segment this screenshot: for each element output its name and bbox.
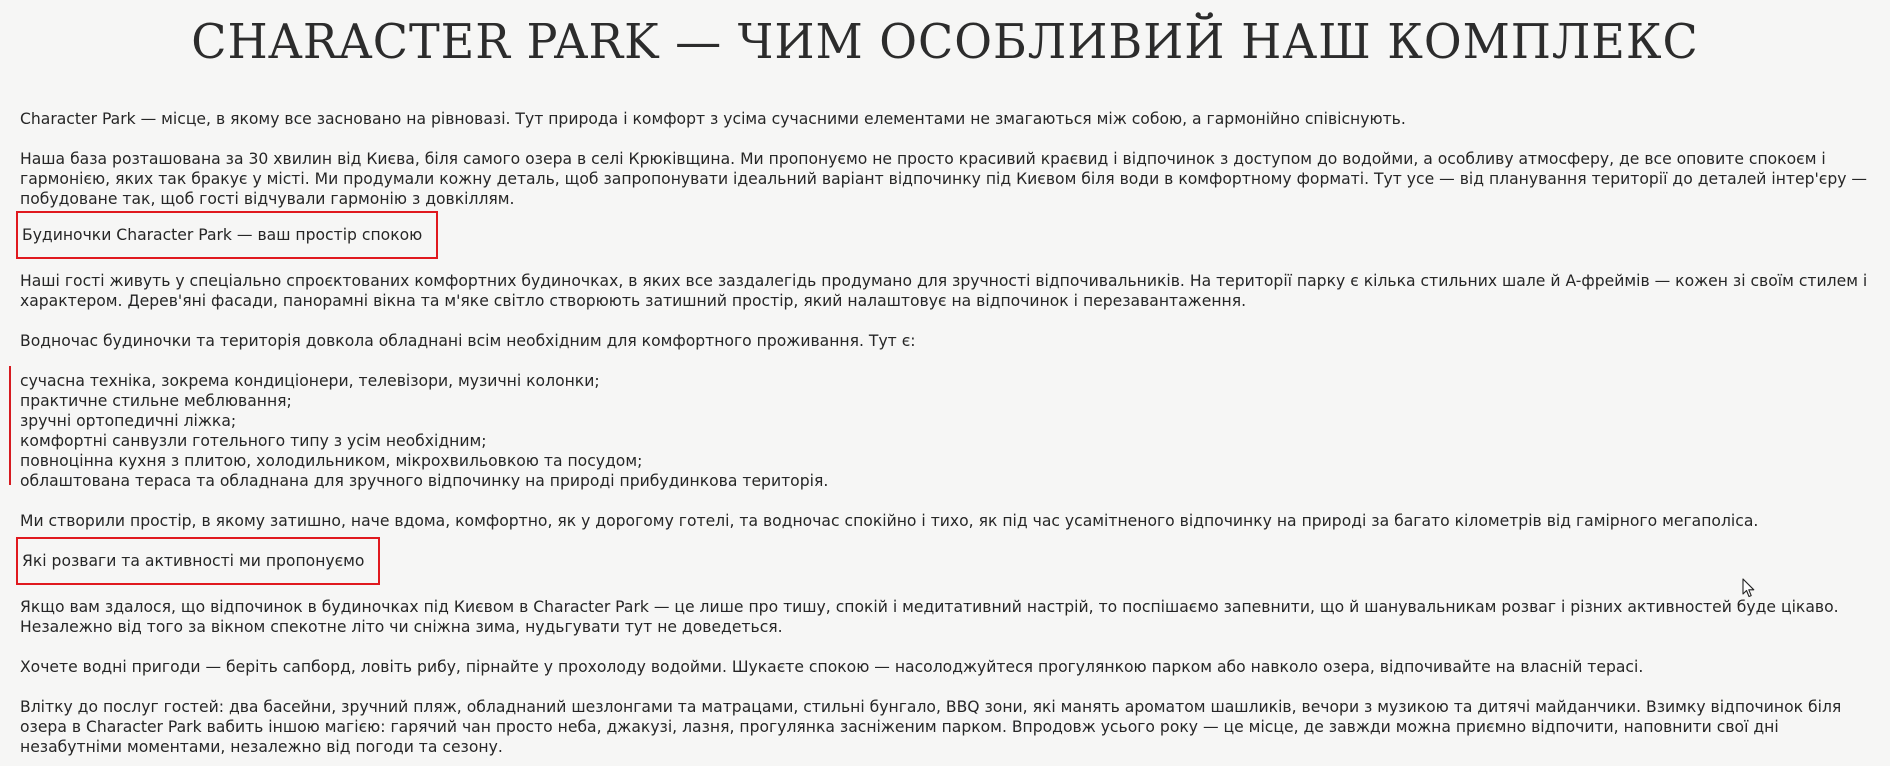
list-item: сучасна техніка, зокрема кондиціонери, телевізори, музичні колонки; [20,372,600,390]
paragraph-houses: Наші гості живуть у спеціально спроєктованих комфортних будиночках, в яких все заздалегідь продумано для зручності відпочивальників. На території парку є кілька стильних шале й A-фреймів — кожен зі своїм стилем і характером. Дерев'яні фасади, панорамні вікна та м'яке світло створюють затишний простір, який налаштовує на відпочинок і перезавантаження. [20,272,1868,310]
paragraph-location: Наша база розташована за 30 хвилин від Києва, біля самого озера в селі Крюківщина. Ми пропонуємо не просто красивий краєвид і відпочинок з доступом до водойми, а особливу атмосферу, де все оповите спокоєм і гармонією, яких так бракує у місті. Ми продумали кожну деталь, щоб запропонувати ідеальний варіант відпочинку під Києвом біля води в комфортному форматі. Тут усе — від планування території до деталей інтер'єру — побудоване так, щоб гості відчували гармонію з довкіллям. [20,150,1867,208]
list-highlight-bar [9,366,11,485]
list-item: зручні ортопедичні ліжка; [20,412,237,430]
paragraph-intro: Character Park — місце, в якому все засновано на рівновазі. Тут природа і комфорт з усіма сучасними елементами не змагаються між собою, а гармонійно співіснують. [20,110,1406,128]
paragraph-amenities-intro: Водночас будиночки та територія довкола обладнані всім необхідним для комфортного проживання. Тут є: [20,332,916,350]
paragraph-space: Ми створили простір, в якому затишно, наче вдома, комфортно, як у дорогому готелі, та водночас спокійно і тихо, як під час усамітненого відпочинку на природі за багато кілометрів від гамірного мегаполіса. [20,512,1759,530]
paragraph-water: Хочете водні пригоди — беріть сапборд, ловіть рибу, пірнайте у прохолоду водойми. Шукаєте спокою — насолоджуйтеся прогулянкою парком або навколо озера, відпочивайте на власній терасі. [20,658,1644,676]
list-item: повноцінна кухня з плитою, холодильником, мікрохвильовкою та посудом; [20,452,643,470]
amenities-list [20,371,1884,491]
mouse-pointer-icon [1742,578,1756,598]
section-heading-activities-label: Які розваги та активності ми пропонуємо [22,552,365,570]
section-heading-houses [16,211,438,259]
list-item: облаштована тераса та обладнана для зручного відпочинку на природі прибудинкова територія. [20,472,829,490]
article-body [20,109,1884,757]
paragraph-seasons: Влітку до послуг гостей: два басейни, зручний пляж, обладнаний шезлонгами та матрацами, стильні бунгало, BBQ зони, які манять ароматом шашликів, вечори з музикою та дитячі майданчики. Взимку відпочинок біля озера в Character Park вабить іншою магією: гарячий чан просто неба, джакузі, лазня, прогулянка засніженим парком. Впродовж усього року — це місце, де завжди можна приємно відпочити, наповнити свої дні незабутніми моментами, незалежно від погоди та сезону. [20,698,1842,756]
section-heading-houses-label: Будиночки Character Park — ваш простір спокою [22,226,423,244]
list-item: комфортні санвузли готельного типу з усім необхідним; [20,432,487,450]
list-item: практичне стильне меблювання; [20,392,292,410]
paragraph-activities: Якщо вам здалося, що відпочинок в будиночках під Києвом в Character Park — це лише про тишу, спокій і медитативний настрій, то поспішаємо запевнити, що й шанувальникам розваг і різних активностей буде цікаво. Незалежно від того за вікном спекотне літо чи сніжна зима, нудьгувати тут не доведеться. [20,598,1839,636]
section-heading-activities [16,537,380,585]
page-title: CHARACTER PARK — ЧИМ ОСОБЛИВИЙ НАШ КОМПЛЕКС [191,14,1699,70]
